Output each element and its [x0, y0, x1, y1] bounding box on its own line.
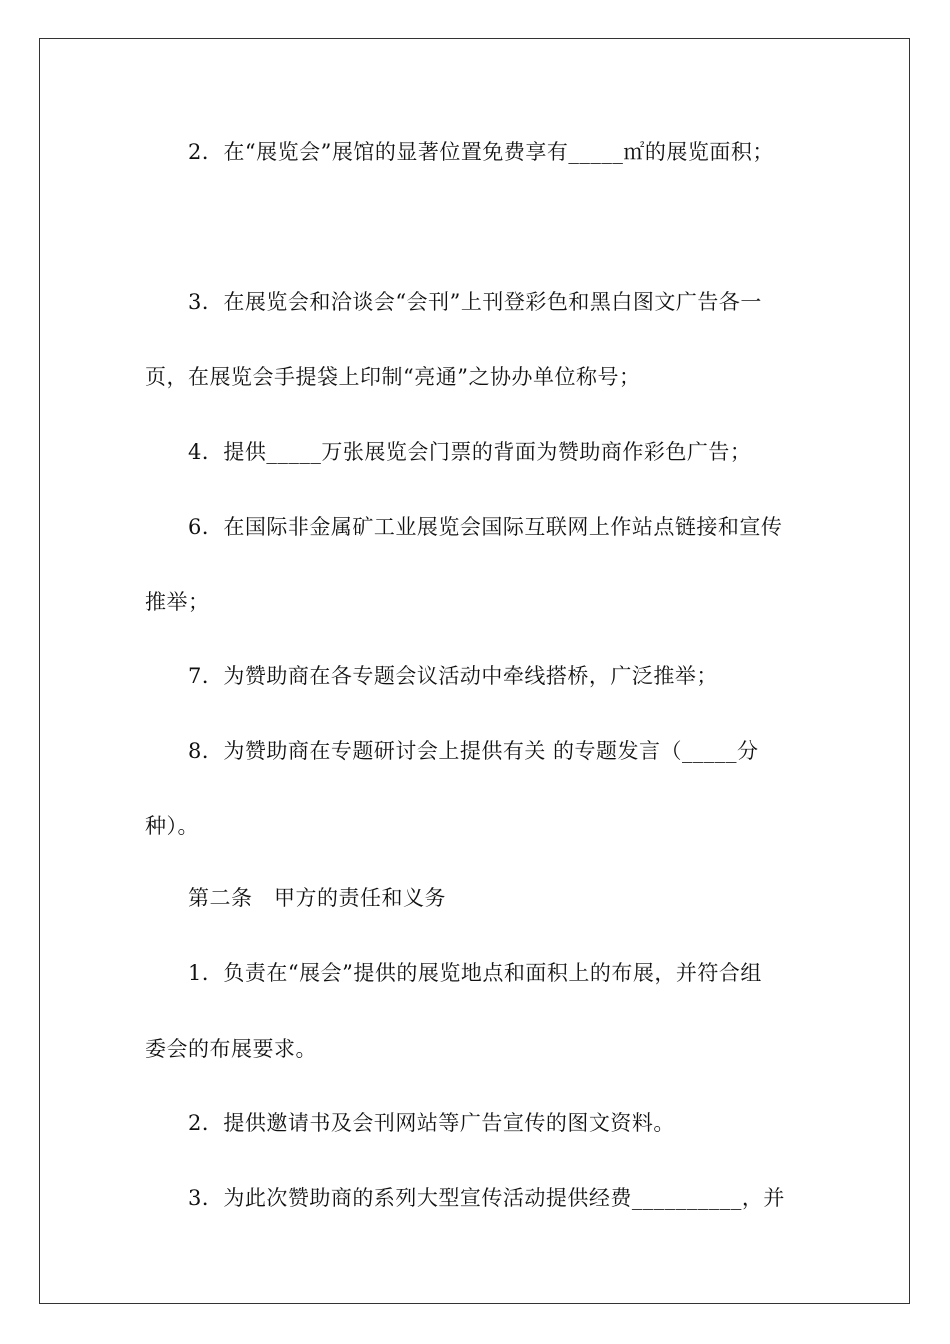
clause-8-text: 8．为赞助商在专题研讨会上提供有关 的专题发言（_____分: [188, 739, 759, 763]
clause-3-text: 3．在展览会和洽谈会“会刊”上刊登彩色和黑白图文广告各一: [188, 290, 762, 314]
clause-8-continuation: 种）。: [145, 814, 199, 838]
clause-6-text: 6．在国际非金属矿工业展览会国际互联网上作站点链接和宣传: [188, 515, 783, 539]
clause-4-text: 4．提供_____万张展览会门票的背面为赞助商作彩色广告；: [188, 440, 752, 464]
clause-6-continuation: 推举；: [145, 590, 210, 614]
clause-7-text: 7．为赞助商在各专题会议活动中牵线搭桥，广泛推举；: [188, 664, 718, 688]
clause-2-text: 2．在“展览会”展馆的显著位置免费享有_____㎡的展览面积；: [188, 140, 774, 164]
article-2-heading: 第二条 甲方的责任和义务: [188, 886, 446, 910]
duty-2-text: 2．提供邀请书及会刊网站等广告宣传的图文资料。: [188, 1111, 675, 1135]
duty-1-text: 1．负责在“展会”提供的展览地点和面积上的布展，并符合组: [188, 961, 762, 985]
duty-3-text: 3．为此次赞助商的系列大型宣传活动提供经费__________，并: [188, 1186, 785, 1210]
duty-1-continuation: 委会的布展要求。: [145, 1037, 317, 1061]
clause-3-continuation: 页，在展览会手提袋上印制“亮通”之协办单位称号；: [145, 365, 641, 389]
